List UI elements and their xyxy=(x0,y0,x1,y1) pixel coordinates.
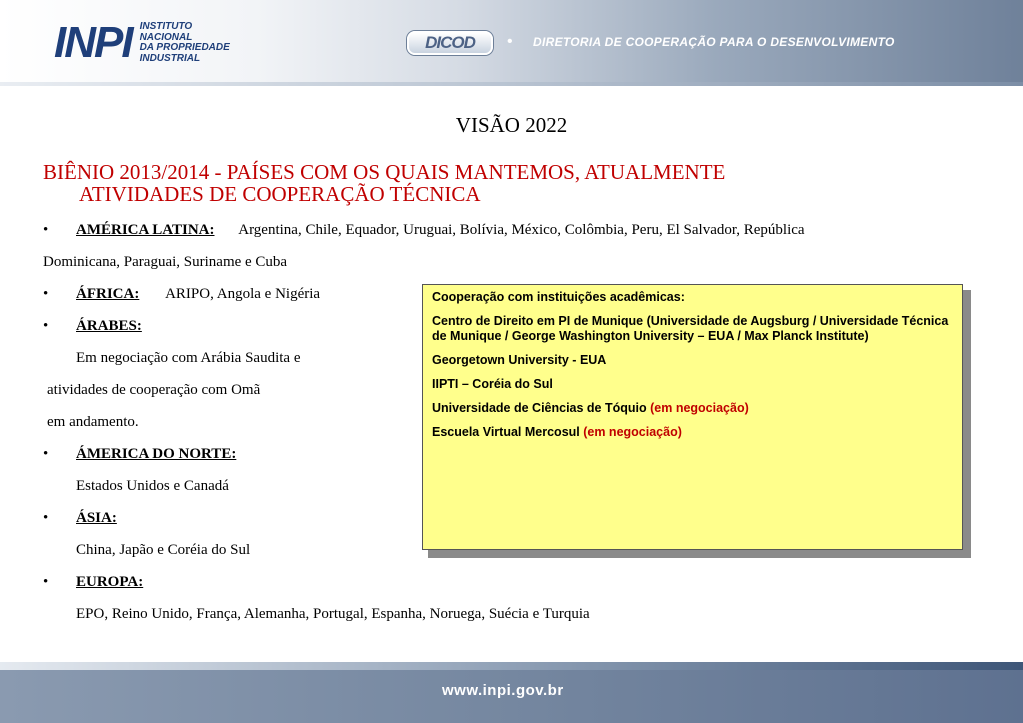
logo-mark: INPI xyxy=(54,18,132,67)
region-europa xyxy=(76,573,143,591)
region-label: ÁMERICA DO NORTE: xyxy=(76,446,237,462)
box-item: Centro de Direito em PI de Munique (Universidade de Augsburg / Universidade Técnica de Munique / George Washington University – EUA / Max Planck Institute) xyxy=(432,314,949,343)
logo-line: DA PROPRIEDADE xyxy=(139,42,230,53)
region-label: AMÉRICA LATINA: xyxy=(76,222,215,238)
section-heading xyxy=(43,161,903,205)
logo-line: INDUSTRIAL xyxy=(139,52,201,64)
section-heading-line1: BIÊNIO 2013/2014 - PAÍSES COM OS QUAIS MANTEMOS, ATUALMENTE xyxy=(43,160,726,184)
region-countries: ARIPO, Angola e Nigéria xyxy=(165,286,321,302)
box-item-status: (em negociação) xyxy=(650,401,749,415)
region-asia xyxy=(76,509,117,527)
region-text: em andamento. xyxy=(47,414,139,430)
header-divider xyxy=(0,82,1023,86)
box-item-status: (em negociação) xyxy=(583,425,682,439)
bullet: • xyxy=(43,574,49,590)
box-item-text: Universidade de Ciências de Tóquio xyxy=(432,401,647,415)
region-africa xyxy=(76,285,320,303)
region-arabes xyxy=(76,317,142,335)
box-heading: Cooperação com instituições acadêmicas: xyxy=(432,290,685,304)
footer-banner xyxy=(0,670,1023,723)
footer-divider xyxy=(0,662,1023,670)
region-text: Em negociação com Arábia Saudita e xyxy=(76,350,301,366)
academic-cooperation-box xyxy=(422,284,963,550)
bullet: • xyxy=(43,318,49,334)
region-label: ÁRABES: xyxy=(76,318,142,334)
dicod-logo: DICOD xyxy=(407,31,493,55)
inpi-logo xyxy=(54,18,230,67)
box-item: Georgetown University - EUA xyxy=(432,353,607,367)
region-countries: Argentina, Chile, Equador, Uruguai, Bolívia, México, Colômbia, Peru, El Salvador, República xyxy=(238,222,805,238)
box-item: IIPTI – Coréia do Sul xyxy=(432,377,553,391)
header-banner xyxy=(0,0,1023,82)
page-title: VISÃO 2022 xyxy=(455,113,568,137)
region-countries-cont: Dominicana, Paraguai, Suriname e Cuba xyxy=(43,254,288,270)
region-countries: EPO, Reino Unido, França, Alemanha, Portugal, Espanha, Noruega, Suécia e Turquia xyxy=(76,606,590,622)
region-text: atividades de cooperação com Omã xyxy=(47,382,261,398)
region-america-latina xyxy=(76,221,805,239)
region-countries: China, Japão e Coréia do Sul xyxy=(76,542,251,558)
footer-url: www.inpi.gov.br xyxy=(442,682,564,699)
region-label: EUROPA: xyxy=(76,574,144,590)
logo-text xyxy=(140,22,230,64)
region-countries: Estados Unidos e Canadá xyxy=(76,478,229,494)
region-america-norte xyxy=(76,445,236,463)
box-item xyxy=(432,401,953,416)
region-label: ÁSIA: xyxy=(76,510,117,526)
section-heading-line2: ATIVIDADES DE COOPERAÇÃO TÉCNICA xyxy=(79,182,481,206)
bullet: • xyxy=(43,286,49,302)
logo-line: INSTITUTO xyxy=(139,21,193,32)
logo-line: NACIONAL xyxy=(139,31,193,43)
box-item xyxy=(432,425,953,440)
region-label: ÁFRICA: xyxy=(76,286,140,302)
box-item-text: Escuela Virtual Mercosul xyxy=(432,425,580,439)
bullet: • xyxy=(43,222,49,238)
header-subtitle: DIRETORIA DE COOPERAÇÃO PARA O DESENVOLVIMENTO xyxy=(533,35,895,49)
header-separator: • xyxy=(507,33,513,50)
bullet: • xyxy=(43,446,49,462)
bullet: • xyxy=(43,510,49,526)
